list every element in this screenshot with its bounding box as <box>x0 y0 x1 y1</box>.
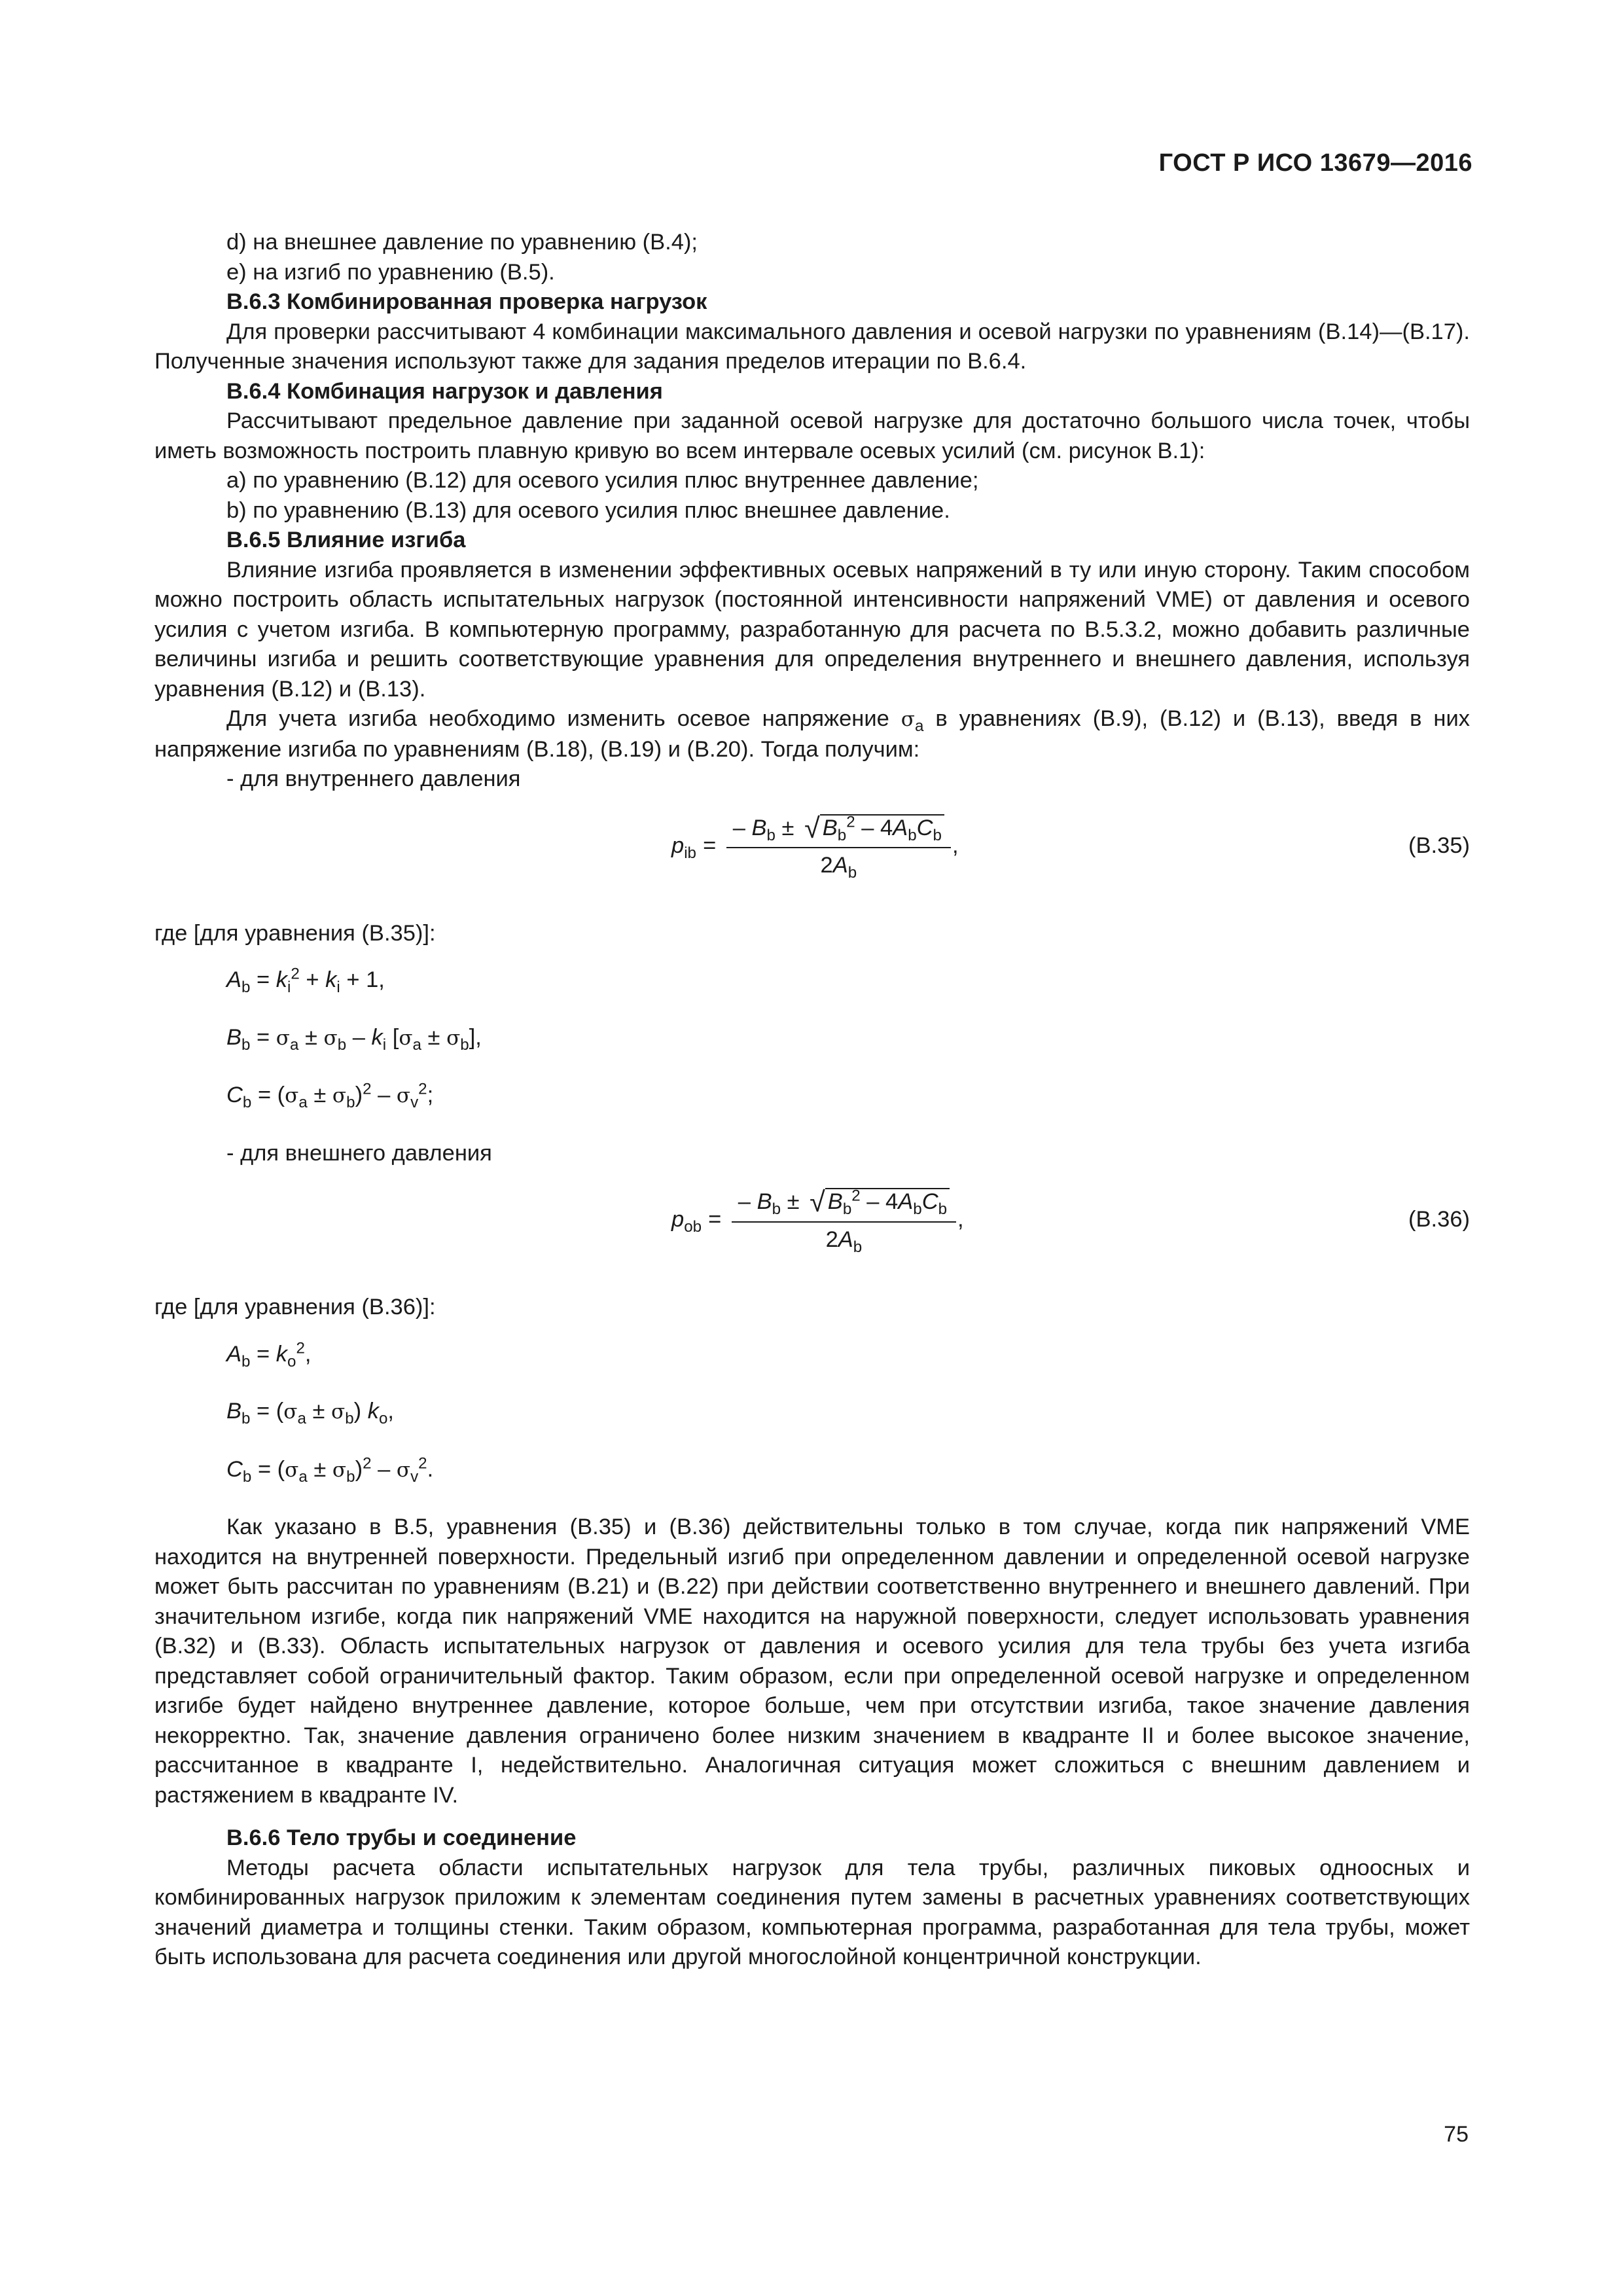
definition-cb-external: $C_b = (\sigma_a \pm \sigma_b)^2 - \sigma_v^2$. <box>226 1454 434 1486</box>
section-text-b65-bending: Для учета изгиба необходимо изменить осевое напряжение $\sigma_a$ в уравнениях (В.9), (В.12) и (В.13), введя в них напряжение изгиба по уравнениям (В.18), (В.19) и (В.20). Тогда получим: <box>154 706 1470 762</box>
section-heading-b66: В.6.6 Тело трубы и соединение <box>226 1825 577 1850</box>
where-label-b36: где [для уравнения (В.36)]: <box>154 1295 436 1319</box>
section-heading-b64: В.6.4 Комбинация нагрузок и давления <box>226 378 663 404</box>
definitions-b35 <box>226 965 1470 1111</box>
bending-text-before: Для учета изгиба необходимо изменить осевое напряжение <box>226 706 901 731</box>
definition-bb-external: $B_b = (\sigma_a \pm \sigma_b)$ $k_o$, <box>226 1399 395 1427</box>
equation-b36 <box>154 1179 1470 1277</box>
list-item-a: a) по уравнению (В.12) для осевого усилия плюс внутреннее давление; <box>226 468 979 493</box>
equation-b35 <box>154 805 1470 903</box>
list-item-e: е) на изгиб по уравнению (В.5). <box>226 259 555 285</box>
section-text-b63: Для проверки рассчитывают 4 комбинации максимального давления и осевой нагрузки по уравнениям (В.14)—(В.17). Полученные значения используют также для задания пределов итерации по В.6.4. <box>154 319 1470 374</box>
section-heading-b63: В.6.3 Комбинированная проверка нагрузок <box>226 289 707 314</box>
definition-cb-internal: $C_b = (\sigma_a \pm \sigma_b)^2 - \sigma_v^2$; <box>226 1080 434 1111</box>
list-item-d: d) на внешнее давление по уравнению (В.4); <box>226 230 698 255</box>
section-heading-b65: В.6.5 Влияние изгиба <box>226 528 466 552</box>
equation-b36-formula: $p_{ob}$ = $\frac{- B_b \pm √ B_b^2 - 4A_bC_b}{2A_b}$ , <box>671 1187 964 1256</box>
equation-number-b35: (В.35) <box>1408 833 1470 858</box>
definitions-b36 <box>226 1340 1470 1486</box>
external-pressure-label: - для внешнего давления <box>226 1140 492 1166</box>
internal-pressure-label: - для внутреннего давления <box>226 766 521 791</box>
definition-ab-external: $A_b = k_o^2$, <box>226 1339 312 1371</box>
equation-number-b36: (В.36) <box>1408 1207 1470 1232</box>
where-label-b35: где [для уравнения (В.35)]: <box>154 920 436 946</box>
definition-ab-internal: $A_b = k_i^2 + k_i + 1$, <box>226 965 385 996</box>
closing-paragraph: Как указано в В.5, уравнения (В.35) и (В.36) действительны только в том случае, когда пик напряжений VME находится на внутренней поверхности. Предельный изгиб при определенном давлении и определенной осевой нагрузке может быть рассчитан по уравнениям (В.21) и (В.22) при действии соответственно внутреннего и внешнего давлений. При значительном изгибе, когда пик напряжений VME находится на наружной поверхности, следует использовать уравнения (В.32) и (В.33). Область испытательных нагрузок от давления и осевого усилия для тела трубы без учета изгиба представляет собой ограничительный фактор. Таким образом, если при определенной осевой нагрузке и определенном изгибе будет найдено внутреннее давление, которое больше, чем при отсутствии изгиба, такое значение давления некорректно. Так, значение давления ограничено более низким значением в квадранте II и более высокое значение, рассчитанное в квадранте I, недействительно. Аналогичная ситуация может сложиться с внешним давлением и растяжением в квадранте IV. <box>154 1515 1470 1808</box>
list-item-b: b) по уравнению (В.13) для осевого усилия плюс внешнее давление. <box>226 497 950 523</box>
bending-text-after: в уравнениях (В.9), (В.12) и (В.13), введя в них напряжение изгиба по уравнениям (В.18), (В.19) и (В.20). Тогда получим: <box>154 706 1470 762</box>
section-text-b64: Рассчитывают предельное давление при заданной осевой нагрузке для достаточно большого числа точек, чтобы иметь возможность построить плавную кривую во всем интервале осевых усилий (см. рисунок В.1): <box>154 408 1470 463</box>
document-header: ГОСТ Р ИСО 13679—2016 <box>1158 149 1472 177</box>
equation-b35-formula: $p_{ib}$ = $\frac{- B_b \pm √ B_b^2 - 4A_bC_b}{2A_b}$ , <box>671 812 959 882</box>
section-text-b66: Методы расчета области испытательных нагрузок для тела трубы, различных пиковых одноосных и комбинированных нагрузок приложим к элементам соединения путем замены в расчетных уравнениях соответствующих значений диаметра и толщины стенки. Таким образом, компьютерная программа, разработанная для тела трубы, может быть использована для расчета соединения или другой многослойной концентричной конструкции. <box>154 1855 1470 1969</box>
definition-bb-internal: $B_b = \sigma_a \pm \sigma_b - k_i$ $[\sigma_a \pm \sigma_b]$, <box>226 1024 482 1054</box>
document-body <box>154 228 1470 1973</box>
page-number: 75 <box>1444 2122 1469 2147</box>
section-text-b65: Влияние изгиба проявляется в изменении эффективных осевых напряжений в ту или иную сторону. Таким способом можно построить область испытательных нагрузок (постоянной интенсивности напряжений VME) от давления и осевого усилия с учетом изгиба. В компьютерную программу, разработанную для расчета по В.5.3.2, можно добавить различные величины изгиба и решить соответствующие уравнения для определения внутреннего и внешнего давления, используя уравнения (В.12) и (В.13). <box>154 557 1470 702</box>
